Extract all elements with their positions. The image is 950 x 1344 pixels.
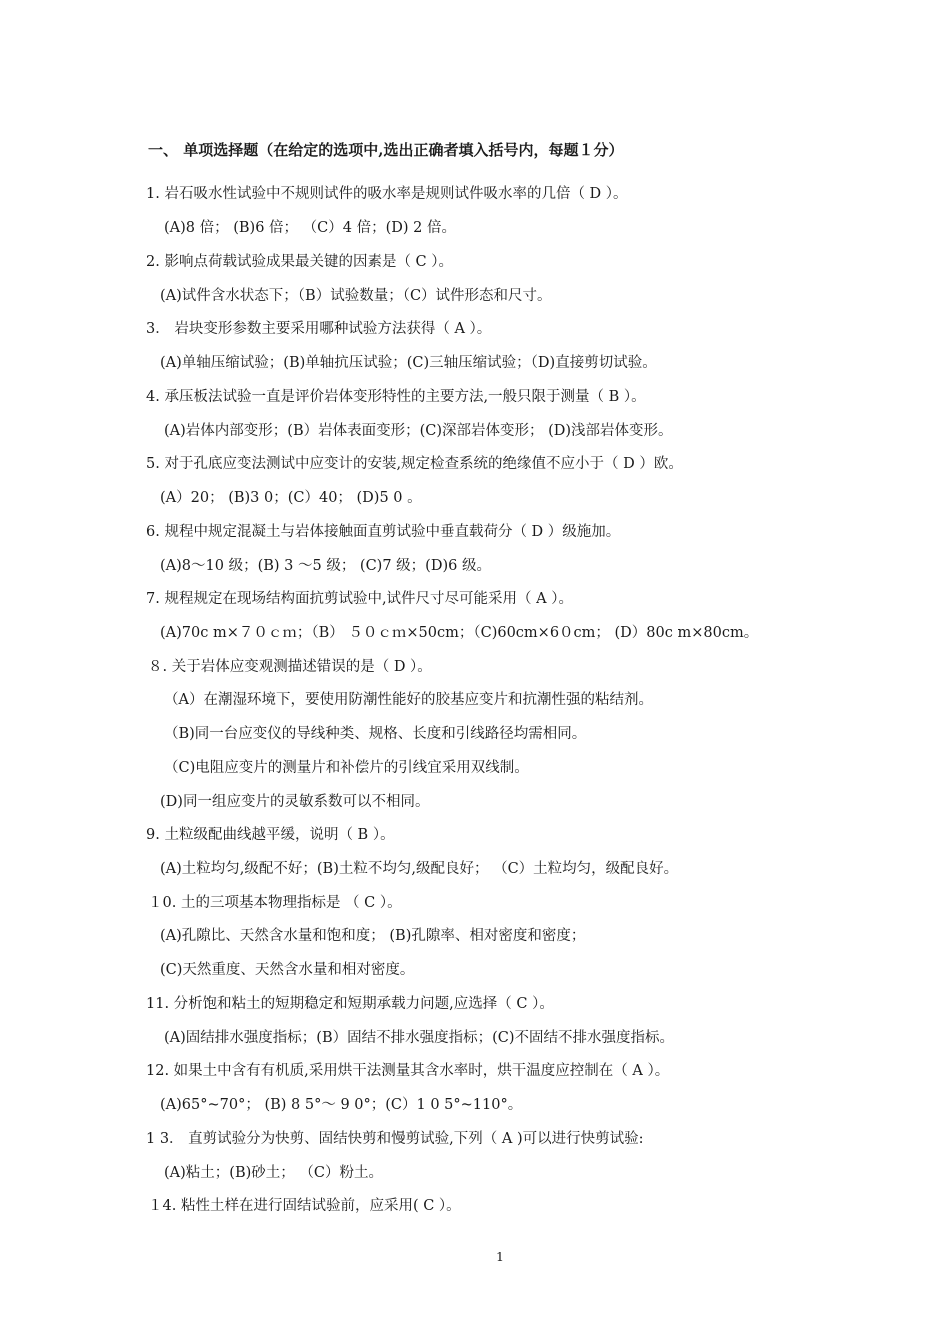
question-4-options: (A)岩体内部变形；(B）岩体表面变形；(C)深部岩体变形； (D)浅部岩体变形。 xyxy=(164,423,673,439)
question-11: 11. 分析饱和粘土的短期稳定和短期承载力问题,应选择（ C ）。 xyxy=(146,996,554,1012)
question-8-option-d: (D)同一组应变片的灵敏系数可以不相同。 xyxy=(160,794,430,810)
question-6: 6. 规程中规定混凝土与岩体接触面直剪试验中垂直载荷分（ D ）级施加。 xyxy=(146,524,621,540)
question-13-options: (A)粘土；(B)砂土； （C）粉土。 xyxy=(164,1165,383,1181)
question-7-options: (A)70c m×７０ｃｍ；（B） ５０ｃｍ×50cm；（C)60cm×6０cm； (D）80c m×80cm。 xyxy=(160,625,759,641)
question-7: 7. 规程规定在现场结构面抗剪试验中,试件尺寸尽可能采用（ A ）。 xyxy=(146,591,573,607)
page-number: 1 xyxy=(496,1249,504,1264)
question-9: 9. 土粒级配曲线越平缓，说明（ B ）。 xyxy=(146,827,395,843)
question-10-option-c: (C)天然重度、天然含水量和相对密度。 xyxy=(160,962,415,978)
question-10: １0. 土的三项基本物理指标是 （ C ）。 xyxy=(148,895,402,911)
question-9-options: (A)土粒均匀,级配不好；(B)土粒不均匀,级配良好； （C）土粒均匀，级配良好。 xyxy=(160,861,679,877)
question-8-option-c: （C)电阻应变片的测量片和补偿片的引线宜采用双线制。 xyxy=(164,760,529,776)
question-10-options-ab: (A)孔隙比、天然含水量和饱和度； (B)孔隙率、相对密度和密度； xyxy=(160,928,586,944)
question-1: 1. 岩石吸水性试验中不规则试件的吸水率是规则试件吸水率的几倍（ D ）。 xyxy=(146,186,628,202)
question-5-options: (A）20； (B)3 0；(C）40； (D)5 0 。 xyxy=(160,490,422,506)
question-8-option-a: （A）在潮湿环境下，要使用防潮性能好的胶基应变片和抗潮性强的粘结剂。 xyxy=(164,692,653,708)
question-8: ８. 关于岩体应变观测描述错误的是（ D ）。 xyxy=(148,659,432,675)
question-5: 5. 对于孔底应变法测试中应变计的安装,规定检查系统的绝缘值不应小于（ D ）欧。 xyxy=(146,456,683,472)
question-8-option-b: （B)同一台应变仪的导线种类、规格、长度和引线路径均需相同。 xyxy=(164,726,587,742)
question-2: 2. 影响点荷载试验成果最关键的因素是（ C ）。 xyxy=(146,254,454,270)
question-12: 12. 如果土中含有有机质,采用烘干法测量其含水率时，烘干温度应控制在（ A ）。 xyxy=(146,1063,670,1079)
question-14: １4. 粘性土样在进行固结试验前，应采用( C ）。 xyxy=(148,1198,461,1214)
question-2-options: (A)试件含水状态下；（B）试验数量；（C）试件形态和尺寸。 xyxy=(160,288,552,304)
question-4: 4. 承压板法试验一直是评价岩体变形特性的主要方法,一般只限于测量（ B ）。 xyxy=(146,389,646,405)
question-11-options: (A)固结排水强度指标；(B）固结不排水强度指标；(C)不固结不排水强度指标。 xyxy=(164,1030,675,1046)
question-6-options: (A)8～10 级；(B) 3 ～5 级； (C)7 级；(D)6 级。 xyxy=(160,558,491,574)
question-12-options: (A)65°~70°； (B) 8 5°～ 9 0°；(C）1 0 5°~110°。 xyxy=(160,1097,523,1113)
section-heading: 一、 单项选择题（在给定的选项中,选出正确者填入括号内，每题１分） xyxy=(148,141,624,159)
question-1-options: (A)8 倍； (B)6 倍； （C）4 倍；(D) 2 倍。 xyxy=(164,220,456,236)
question-3: 3． 岩块变形参数主要采用哪种试验方法获得（ A ）。 xyxy=(146,321,492,337)
question-13: 1 3． 直剪试验分为快剪、固结快剪和慢剪试验,下列（ A )可以进行快剪试验: xyxy=(146,1131,644,1147)
question-3-options: (A)单轴压缩试验；(B)单轴抗压试验；(C)三轴压缩试验；（D)直接剪切试验。 xyxy=(160,355,657,371)
